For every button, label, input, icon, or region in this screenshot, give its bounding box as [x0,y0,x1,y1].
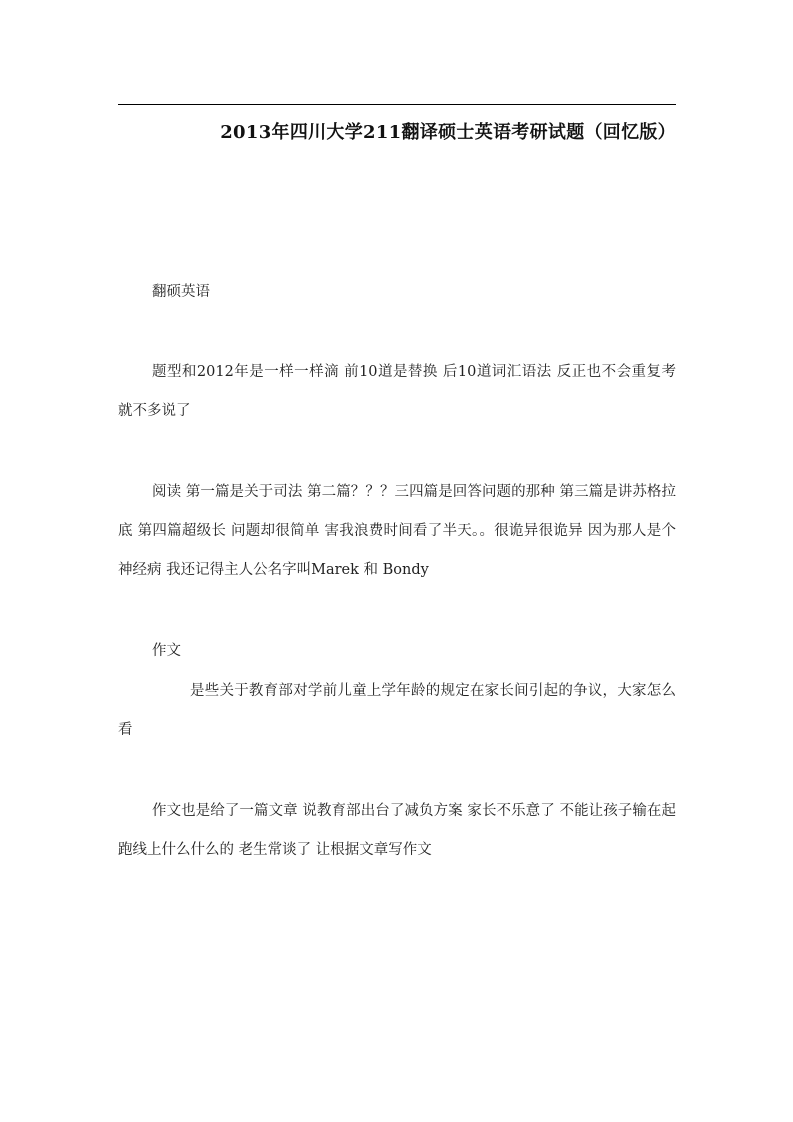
paragraph-essay-topic: 是些关于教育部对学前儿童上学年龄的规定在家长间引起的争议，大家怎么看 [118,683,676,738]
document-title: 2013年四川大学211翻译硕士英语考研试题（回忆版） [220,122,676,143]
essay-heading: 作文 [152,643,181,659]
paragraph-essay-detail: 作文也是给了一篇文章 说教育部出台了减负方案 家长不乐意了 不能让孩子输在起跑线上什么什么的 老生常谈了 让根据文章写作文 [118,803,676,858]
header-rule [118,104,676,105]
section-heading: 翻硕英语 [152,284,210,300]
paragraph-reading: 阅读 第一篇是关于司法 第二篇？？？三四篇是回答问题的那种 第三篇是讲苏格拉底 第四篇超级长 问题却很简单 害我浪费时间看了半天。。很诡异很诡异 因为那人是个神经病 我还记得主人公名字叫Marek 和 Bondy [118,484,676,578]
paragraph-question-types: 题型和2012年是一样一样滴 前10道是替换 后10道词汇语法 反正也不会重复考 就不多说了 [118,364,676,419]
